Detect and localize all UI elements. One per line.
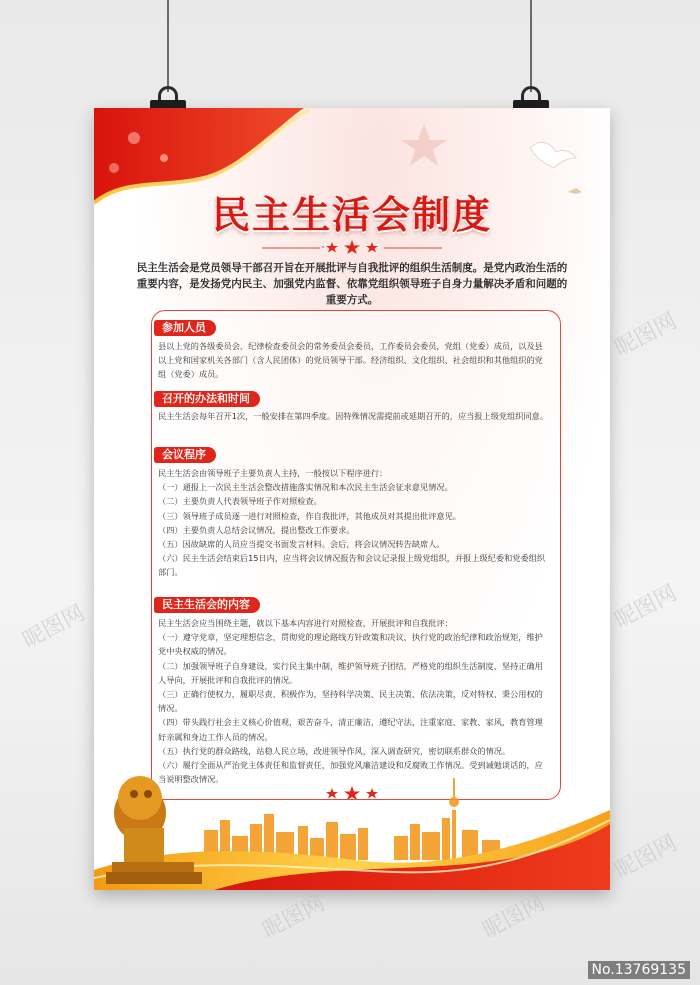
section-paragraph: 民主生活会由领导班子主要负责人主持，一般按以下程序进行： — [158, 468, 388, 478]
section-heading-method-time: 召开的办法和时间 — [154, 391, 260, 407]
page-title: 民主生活会制度 — [211, 192, 492, 237]
watermark-text: 昵图网 — [610, 308, 681, 362]
section-paragraph: （六）履行全面从严治党主体责任和监督责任，加强党风廉洁建设和反腐败工作情况。受到诫勉谈话的，应当说明整改情况。 — [158, 760, 543, 785]
stone-lion-icon — [106, 776, 202, 884]
section-paragraph: （六）民主生活会结束后15日内，应当将会议情况报告和会议记录报上级党组织，并报上级纪委和党委组织部门。 — [158, 553, 546, 578]
bottom-skyline-decoration — [94, 108, 610, 890]
stars-divider-bottom — [322, 786, 382, 800]
watermark-text: 昵图网 — [610, 580, 681, 634]
hanging-wire-right — [530, 0, 532, 92]
section-paragraph: （四）主要负责人总结会议情况，提出整改工作要求。 — [158, 524, 355, 535]
section-paragraph: （一）通报上一次民主生活会整改措施落实情况和本次民主生活会征求意见情况。 — [158, 482, 453, 493]
section-paragraph: （二）主要负责人代表领导班子作对照检查。 — [158, 496, 322, 507]
section-paragraph: （一）遵守党章，坚定理想信念，贯彻党的理论路线方针政策和决议，执行党的政治纪律和政治规矩，维护党中央权威的情况。 — [158, 632, 543, 657]
section-paragraph: （四）带头践行社会主义核心价值观，艰苦奋斗，清正廉洁，遵纪守法，注重家庭、家教、家风，教育管理好亲属和身边工作人员的情况。 — [158, 717, 543, 742]
hanging-wire-left — [167, 0, 169, 92]
section-paragraph: （二）加强领导班子自身建设，实行民主集中制，维护领导班子团结，严格党的组织生活制度，坚持正确用人导向，开展批评和自我批评的情况。 — [158, 660, 543, 685]
section-paragraph: 民主生活会应当围绕主题，就以下基本内容进行对照检查，开展批评和自我批评： — [158, 618, 453, 628]
section-heading-participants: 参加人员 — [154, 320, 216, 336]
section-paragraph: （三）领导班子成员逐一进行对照检查，作自我批评，其他成员对其提出批评意见。 — [158, 510, 461, 521]
section-paragraph: （五）因故缺席的人员应当提交书面发言材料。会后，将会议情况转告缺席人。 — [158, 539, 445, 550]
star-icon — [326, 788, 338, 799]
watermark-text: 昵图网 — [18, 600, 89, 654]
section-paragraph: （五）执行党的群众路线，站稳人民立场，改进领导作风，深入调查研究，密切联系群众的情况。 — [158, 745, 511, 756]
image-number-label: No.13769135 — [588, 961, 691, 979]
watermark-text: 昵图网 — [610, 830, 681, 884]
section-heading-procedure: 会议程序 — [154, 447, 216, 463]
section-heading-content: 民主生活会的内容 — [154, 597, 260, 613]
watermark-text: 昵图网 — [478, 890, 549, 944]
section-paragraph: 民主生活会每年召开1次，一般安排在第四季度。因特殊情况需提前或延期召开的，应当报上级党组织同意。 — [158, 411, 549, 421]
poster — [94, 108, 610, 890]
watermark-text: 昵图网 — [258, 890, 329, 944]
section-paragraph: 县以上党的各级委员会、纪律检查委员会的常务委员会委员，工作委员会委员，党组（党委）成员，以及县以上党和国家机关各部门（含人民团体）的党员领导干部。经济组织、文化组织、社会组织和其他组织的党组（党委）成员。 — [158, 341, 543, 380]
star-icon — [366, 788, 378, 799]
intro-paragraph: 民主生活会是党员领导干部召开旨在开展批评与自我批评的组织生活制度。是党内政治生活的重要内容，是发扬党内民主、加强党内监督、依靠党组织领导班子自身力量解决矛盾和问题的重要方式。 — [136, 262, 568, 306]
section-paragraph: （三）正确行使权力，履职尽责、积极作为，坚持科学决策、民主决策、依法决策，反对特权、秉公用权的情况。 — [158, 689, 543, 714]
star-icon — [344, 786, 360, 800]
